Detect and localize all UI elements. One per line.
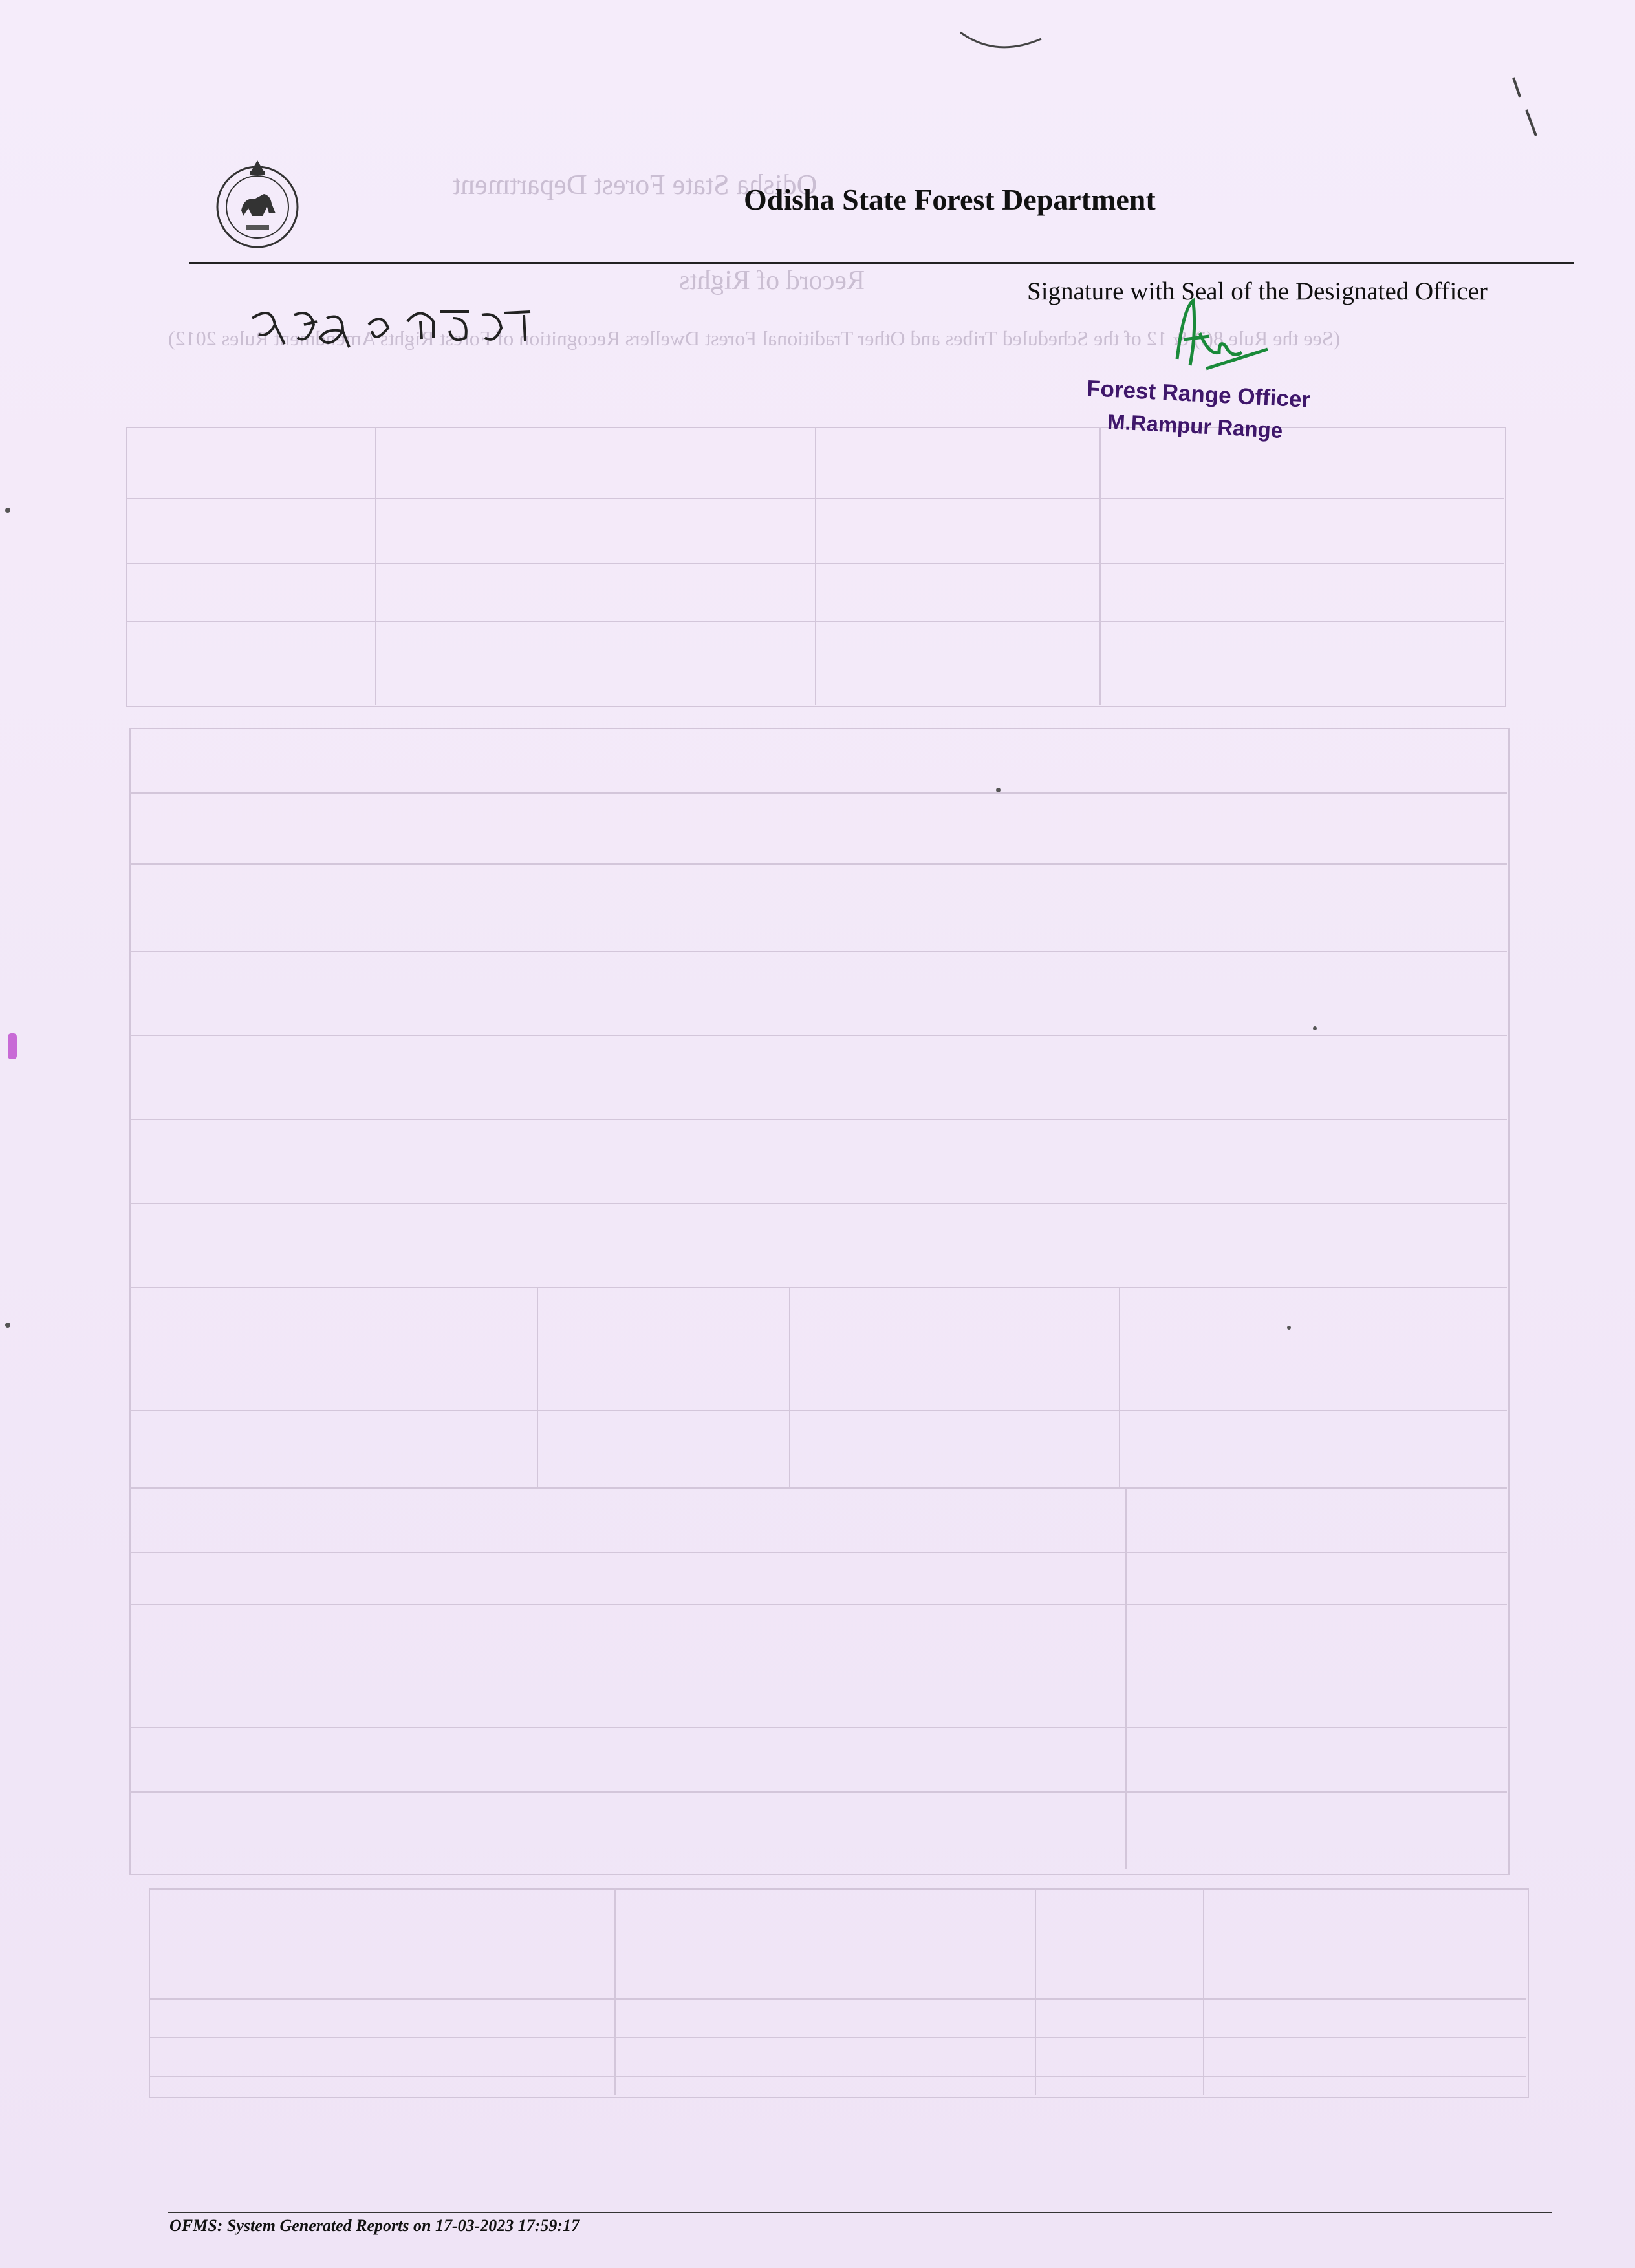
- footer-generated-note: OFMS: System Generated Reports on 17-03-2023 17:59:17: [169, 2216, 580, 2235]
- footer-divider: [168, 2212, 1552, 2213]
- speck-dot: [1313, 1026, 1317, 1030]
- ghost-subheading: (See the Rule 8(i) & 12 of the Scheduled Tribes and Other Traditional Forest Dwellers Recognition of Forest Rights Amendment Rules 2012): [168, 327, 1341, 350]
- stamp-designation: Forest Range Officer: [1086, 375, 1312, 413]
- paper-edge-mark: [1507, 71, 1546, 149]
- speck-dot: [1287, 1326, 1291, 1330]
- ghost-table-2: [129, 728, 1510, 1875]
- speck-dot: [996, 788, 1001, 792]
- header-divider: [189, 262, 1574, 264]
- ghost-table-1: [126, 427, 1506, 707]
- margin-dot: [5, 1323, 10, 1328]
- margin-ink-mark: [8, 1033, 17, 1059]
- ghost-heading: Record of Rights: [679, 266, 865, 296]
- odisha-emblem-icon: [206, 149, 309, 252]
- stamp-range: M.Rampur Range: [1107, 409, 1284, 443]
- paper-crease-mark: [957, 26, 1048, 65]
- handwritten-note: [246, 299, 569, 363]
- ghost-title: Odisha State Forest Department: [453, 169, 817, 200]
- signature-label: Signature with Seal of the Designated Officer: [1027, 277, 1488, 305]
- handwriting-glyphs: [246, 299, 569, 363]
- ghost-table-3: [149, 1888, 1529, 2098]
- margin-dot: [5, 508, 10, 513]
- department-title: Odisha State Forest Department: [744, 183, 1156, 216]
